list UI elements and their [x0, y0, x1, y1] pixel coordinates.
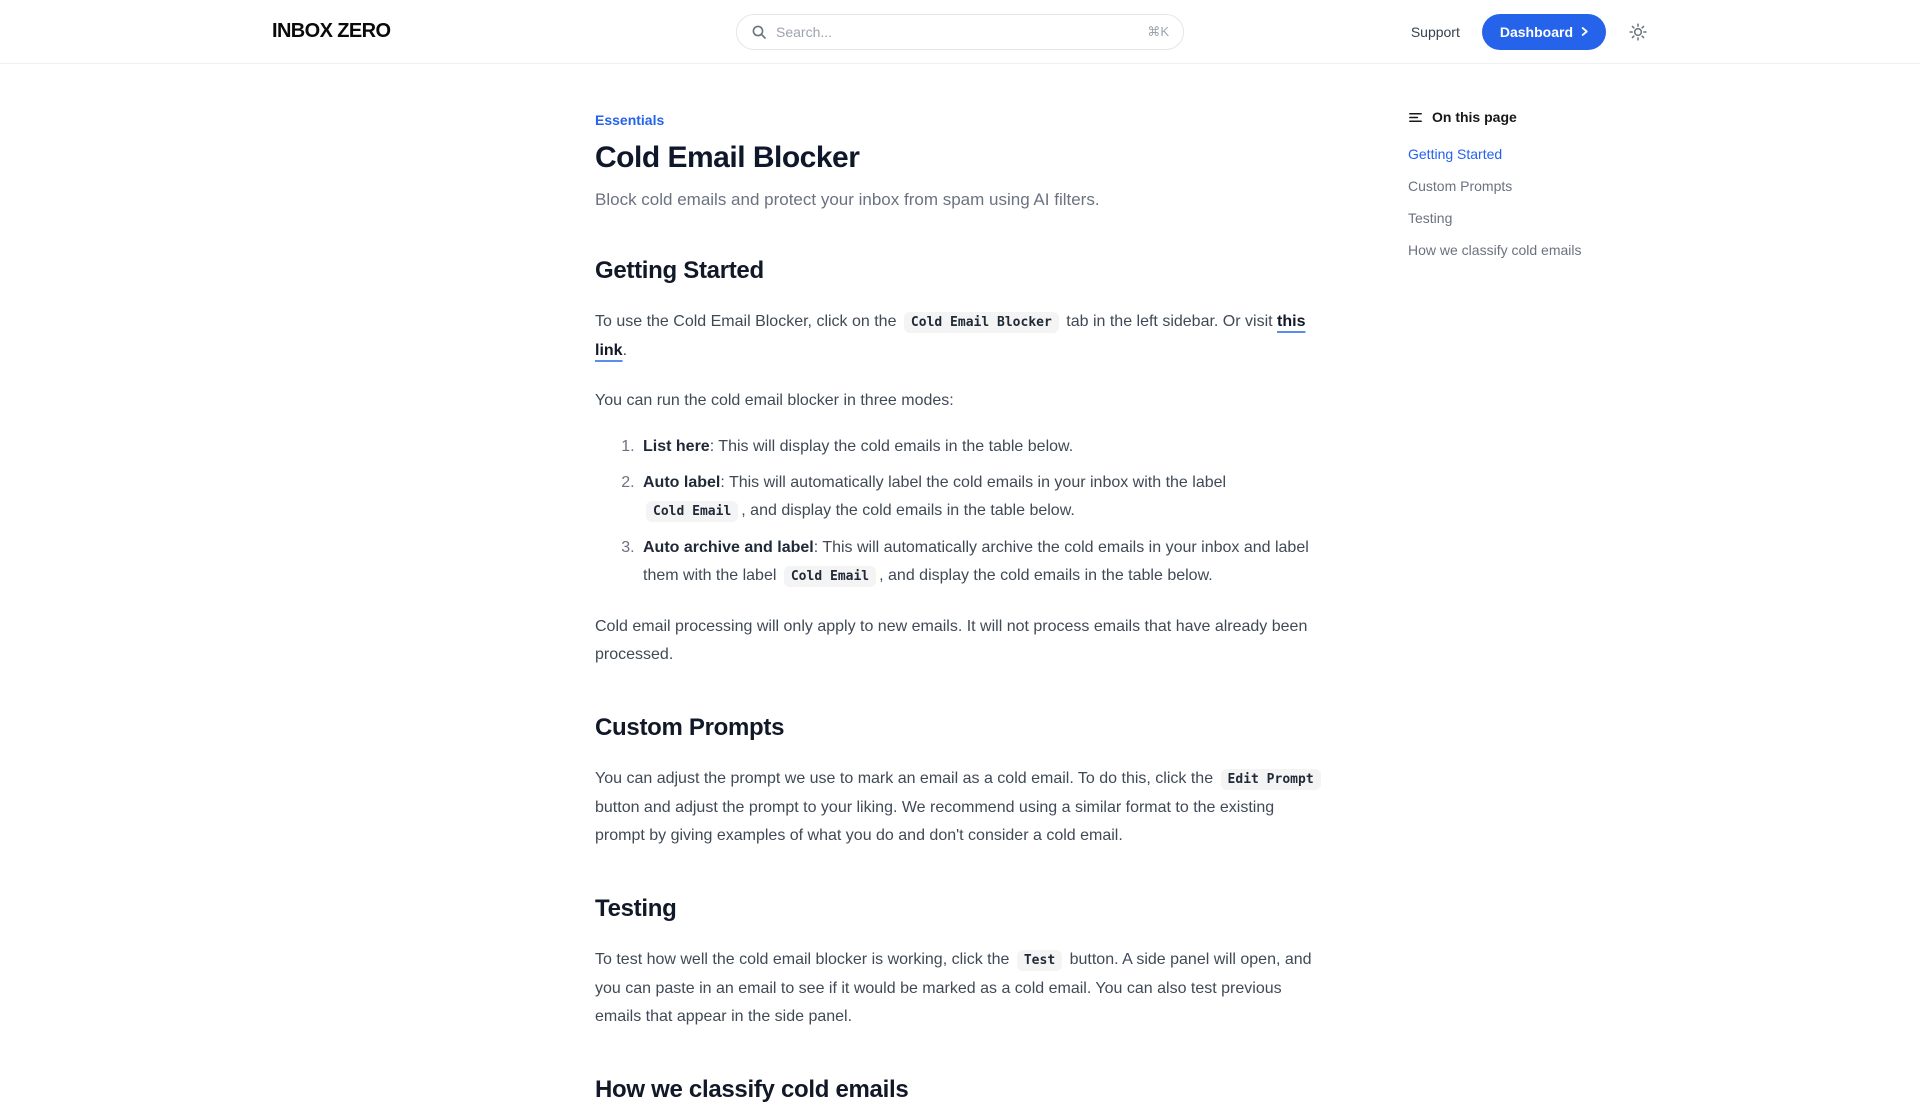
- article-sections: [595, 256, 1325, 1105]
- search-input[interactable]: [776, 24, 1138, 40]
- inline-code: Cold Email Blocker: [904, 312, 1059, 333]
- nav-inner: [272, 0, 1648, 63]
- inline-code: Cold Email: [784, 566, 876, 587]
- toc-link-custom-prompts[interactable]: Custom Prompts: [1408, 178, 1513, 194]
- section-getting-started: [595, 256, 1325, 669]
- paragraph: To use the Cold Email Blocker, click on the Cold Email Blocker tab in the left sidebar. Or visit this link.: [595, 313, 1306, 359]
- section-heading: Custom Prompts: [595, 714, 785, 741]
- bold-text: Auto archive and label: [643, 539, 814, 556]
- toc-panel: [1408, 107, 1628, 272]
- inline-code: Test: [1017, 950, 1062, 971]
- inline-code: Cold Email: [646, 501, 738, 522]
- chevron-right-icon: [1579, 26, 1590, 37]
- paragraph: Cold email processing will only apply to new emails. It will not process emails that have already been processed.: [595, 618, 1308, 663]
- top-nav: [0, 0, 1920, 64]
- page-subtitle: Block cold emails and protect your inbox from spam using AI filters.: [595, 190, 1100, 209]
- search-shortcut-hint: ⌘K: [1147, 23, 1169, 39]
- page-title: Cold Email Blocker: [595, 141, 860, 174]
- ordered-list: [595, 433, 1325, 591]
- theme-toggle-button[interactable]: [1628, 22, 1648, 42]
- paragraph: You can run the cold email blocker in three modes:: [595, 392, 954, 409]
- search-bar[interactable]: [736, 14, 1184, 50]
- breadcrumb[interactable]: Essentials: [595, 112, 665, 128]
- support-link[interactable]: Support: [1410, 23, 1460, 40]
- toc-link-getting-started[interactable]: Getting Started: [1408, 146, 1503, 162]
- page-body: [0, 64, 1920, 1105]
- logo[interactable]: INBOX ZERO: [272, 20, 391, 42]
- toc-header: [1408, 107, 1628, 127]
- section-how-we-classify-cold-emails: [595, 1075, 1325, 1105]
- paragraph: To test how well the cold email blocker is working, click the Test button. A side panel will open, and you can paste in an email to see if it would be marked as a cold email. You can also test previous emails that appear in the side panel.: [595, 951, 1312, 1025]
- list-item: 1. List here: This will display the cold emails in the table below.: [639, 433, 1325, 461]
- section-custom-prompts: [595, 713, 1325, 850]
- toc-link-how-we-classify-cold-emails[interactable]: How we classify cold emails: [1408, 242, 1582, 258]
- dashboard-button[interactable]: [1482, 14, 1606, 50]
- sun-icon: [1628, 22, 1648, 42]
- toc-link-testing[interactable]: Testing: [1408, 210, 1453, 226]
- inline-link[interactable]: this link: [595, 313, 1306, 359]
- nav-right: [1411, 14, 1648, 50]
- toc-links: [1408, 144, 1628, 260]
- toc-title: On this page: [1432, 109, 1517, 125]
- dashboard-button-label: Dashboard: [1499, 23, 1573, 40]
- section-testing: [595, 894, 1325, 1031]
- list-item: 3. Auto archive and label: This will automatically archive the cold emails in your inbox and label them with the label Cold Email , and display the cold emails in the table below.: [639, 534, 1325, 591]
- inline-code: Edit Prompt: [1221, 769, 1321, 790]
- toc-list-icon: [1408, 110, 1423, 125]
- bold-text: List here: [643, 438, 710, 455]
- section-heading: Testing: [595, 895, 677, 922]
- list-item: 2. Auto label: This will automatically label the cold emails in your inbox with the label Cold Email , and display the cold emails in the table below.: [639, 469, 1325, 526]
- search-icon: [751, 24, 767, 40]
- article: [595, 64, 1325, 1105]
- section-heading: How we classify cold emails: [595, 1076, 909, 1103]
- paragraph: You can adjust the prompt we use to mark an email as a cold email. To do this, click the Edit Prompt button and adjust the prompt to your liking. We recommend using a similar format to the existing prompt by giving examples of what you do and don't consider a cold email.: [595, 765, 1325, 850]
- section-heading: Getting Started: [595, 257, 764, 284]
- bold-text: Auto label: [643, 474, 721, 491]
